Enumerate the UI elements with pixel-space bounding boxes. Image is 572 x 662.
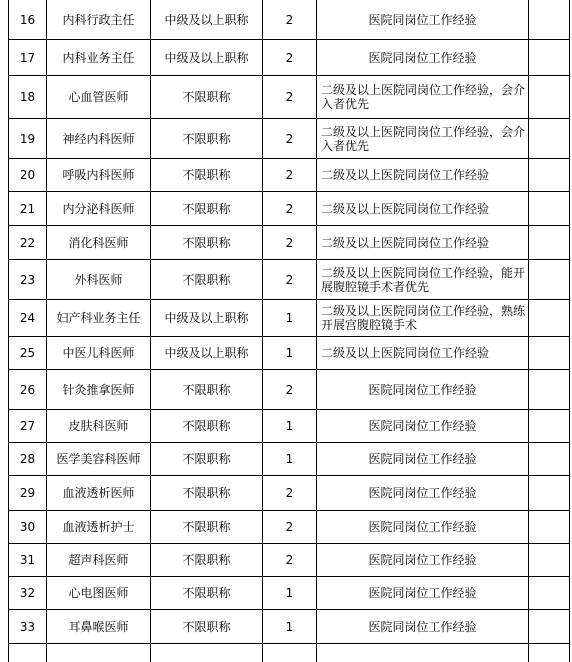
headcount-cell: 2 <box>263 260 317 300</box>
table-row <box>9 610 570 644</box>
table-row <box>9 370 570 410</box>
remark-cell <box>529 159 570 192</box>
remark-cell <box>529 476 570 511</box>
row-number-cell: 18 <box>9 76 47 119</box>
row-number-cell: 17 <box>9 40 47 76</box>
headcount-cell: 2 <box>263 159 317 192</box>
row-number-cell: 28 <box>9 443 47 476</box>
remark-cell <box>529 300 570 337</box>
title-requirement-cell: 不限职称 <box>151 119 263 159</box>
headcount-cell: 2 <box>263 544 317 577</box>
row-number-cell <box>9 644 47 662</box>
job-requirement-cell: 医院同岗位工作经验 <box>317 0 529 40</box>
title-requirement-cell: 不限职称 <box>151 577 263 610</box>
title-requirement-cell: 不限职称 <box>151 443 263 476</box>
table-row <box>9 337 570 370</box>
headcount-cell <box>263 644 317 662</box>
position-name-cell: 血液透析护士 <box>47 511 151 544</box>
remark-cell <box>529 76 570 119</box>
headcount-cell: 2 <box>263 226 317 260</box>
position-name-cell: 呼吸内科医师 <box>47 159 151 192</box>
table-row <box>9 260 570 300</box>
title-requirement-cell: 中级及以上职称 <box>151 40 263 76</box>
table-row <box>9 577 570 610</box>
remark-cell <box>529 192 570 226</box>
recruitment-table <box>8 0 570 662</box>
position-name-cell: 外科医师 <box>47 260 151 300</box>
title-requirement-cell: 中级及以上职称 <box>151 337 263 370</box>
headcount-cell: 1 <box>263 300 317 337</box>
position-name-cell: 内分泌科医师 <box>47 192 151 226</box>
row-number-cell: 16 <box>9 0 47 40</box>
table-row <box>9 410 570 443</box>
headcount-cell: 1 <box>263 577 317 610</box>
job-requirement-cell: 医院同岗位工作经验 <box>317 370 529 410</box>
title-requirement-cell: 中级及以上职称 <box>151 300 263 337</box>
remark-cell <box>529 610 570 644</box>
row-number-cell: 26 <box>9 370 47 410</box>
title-requirement-cell: 不限职称 <box>151 610 263 644</box>
table-row <box>9 226 570 260</box>
headcount-cell: 2 <box>263 76 317 119</box>
position-name-cell: 心电图医师 <box>47 577 151 610</box>
remark-cell <box>529 410 570 443</box>
table-row <box>9 40 570 76</box>
title-requirement-cell: 不限职称 <box>151 544 263 577</box>
job-requirement-cell: 医院同岗位工作经验 <box>317 511 529 544</box>
job-requirement-cell: 二级及以上医院同岗位工作经验，熟练开展宫腹腔镜手术 <box>317 300 529 337</box>
title-requirement-cell: 不限职称 <box>151 192 263 226</box>
row-number-cell: 32 <box>9 577 47 610</box>
job-requirement-cell: 二级及以上医院同岗位工作经验 <box>317 226 529 260</box>
position-name-cell: 心血管医师 <box>47 76 151 119</box>
headcount-cell: 2 <box>263 370 317 410</box>
job-requirement-cell: 医院同岗位工作经验 <box>317 40 529 76</box>
row-number-cell: 23 <box>9 260 47 300</box>
title-requirement-cell: 不限职称 <box>151 410 263 443</box>
job-requirement-cell: 二级及以上医院同岗位工作经验 <box>317 192 529 226</box>
job-requirement-cell: 医院同岗位工作经验 <box>317 544 529 577</box>
job-requirement-cell: 二级及以上医院同岗位工作经验，会介入者优先 <box>317 119 529 159</box>
table-row <box>9 511 570 544</box>
title-requirement-cell: 不限职称 <box>151 159 263 192</box>
position-name-cell: 内科业务主任 <box>47 40 151 76</box>
remark-cell <box>529 337 570 370</box>
title-requirement-cell: 不限职称 <box>151 370 263 410</box>
remark-cell <box>529 511 570 544</box>
headcount-cell: 2 <box>263 192 317 226</box>
position-name-cell: 超声科医师 <box>47 544 151 577</box>
job-requirement-cell: 医院同岗位工作经验 <box>317 443 529 476</box>
table-row <box>9 644 570 662</box>
remark-cell <box>529 577 570 610</box>
table-row <box>9 159 570 192</box>
job-requirement-cell: 医院同岗位工作经验 <box>317 577 529 610</box>
position-name-cell: 皮肤科医师 <box>47 410 151 443</box>
job-requirement-cell: 医院同岗位工作经验 <box>317 610 529 644</box>
title-requirement-cell: 不限职称 <box>151 511 263 544</box>
position-name-cell: 神经内科医师 <box>47 119 151 159</box>
job-requirement-cell: 二级及以上医院同岗位工作经验，能开展腹腔镜手术者优先 <box>317 260 529 300</box>
headcount-cell: 2 <box>263 40 317 76</box>
headcount-cell: 2 <box>263 511 317 544</box>
headcount-cell: 2 <box>263 0 317 40</box>
headcount-cell: 1 <box>263 610 317 644</box>
table-row <box>9 476 570 511</box>
headcount-cell: 1 <box>263 337 317 370</box>
job-requirement-cell: 二级及以上医院同岗位工作经验 <box>317 337 529 370</box>
row-number-cell: 21 <box>9 192 47 226</box>
title-requirement-cell <box>151 644 263 662</box>
table-row <box>9 76 570 119</box>
position-name-cell: 妇产科业务主任 <box>47 300 151 337</box>
position-name-cell: 针灸推拿医师 <box>47 370 151 410</box>
row-number-cell: 24 <box>9 300 47 337</box>
remark-cell <box>529 370 570 410</box>
table-row <box>9 300 570 337</box>
table-row <box>9 192 570 226</box>
title-requirement-cell: 不限职称 <box>151 76 263 119</box>
table-row <box>9 0 570 40</box>
job-requirement-cell <box>317 644 529 662</box>
row-number-cell: 27 <box>9 410 47 443</box>
title-requirement-cell: 不限职称 <box>151 226 263 260</box>
row-number-cell: 29 <box>9 476 47 511</box>
headcount-cell: 1 <box>263 443 317 476</box>
remark-cell <box>529 226 570 260</box>
remark-cell <box>529 0 570 40</box>
table-row <box>9 443 570 476</box>
job-requirement-cell: 二级及以上医院同岗位工作经验 <box>317 159 529 192</box>
position-name-cell: 血液透析医师 <box>47 476 151 511</box>
remark-cell <box>529 119 570 159</box>
position-name-cell: 耳鼻喉医师 <box>47 610 151 644</box>
position-name-cell: 内科行政主任 <box>47 0 151 40</box>
position-name-cell: 医学美容科医师 <box>47 443 151 476</box>
table-body <box>9 0 570 662</box>
remark-cell <box>529 644 570 662</box>
headcount-cell: 1 <box>263 410 317 443</box>
row-number-cell: 30 <box>9 511 47 544</box>
remark-cell <box>529 443 570 476</box>
remark-cell <box>529 40 570 76</box>
headcount-cell: 2 <box>263 119 317 159</box>
headcount-cell: 2 <box>263 476 317 511</box>
row-number-cell: 31 <box>9 544 47 577</box>
position-name-cell <box>47 644 151 662</box>
table-row <box>9 544 570 577</box>
remark-cell <box>529 544 570 577</box>
job-requirement-cell: 医院同岗位工作经验 <box>317 476 529 511</box>
row-number-cell: 19 <box>9 119 47 159</box>
job-requirement-cell: 医院同岗位工作经验 <box>317 410 529 443</box>
remark-cell <box>529 260 570 300</box>
table-row <box>9 119 570 159</box>
row-number-cell: 22 <box>9 226 47 260</box>
title-requirement-cell: 中级及以上职称 <box>151 0 263 40</box>
row-number-cell: 25 <box>9 337 47 370</box>
row-number-cell: 33 <box>9 610 47 644</box>
position-name-cell: 消化科医师 <box>47 226 151 260</box>
row-number-cell: 20 <box>9 159 47 192</box>
title-requirement-cell: 不限职称 <box>151 260 263 300</box>
job-requirement-cell: 二级及以上医院同岗位工作经验，会介入者优先 <box>317 76 529 119</box>
position-name-cell: 中医儿科医师 <box>47 337 151 370</box>
title-requirement-cell: 不限职称 <box>151 476 263 511</box>
